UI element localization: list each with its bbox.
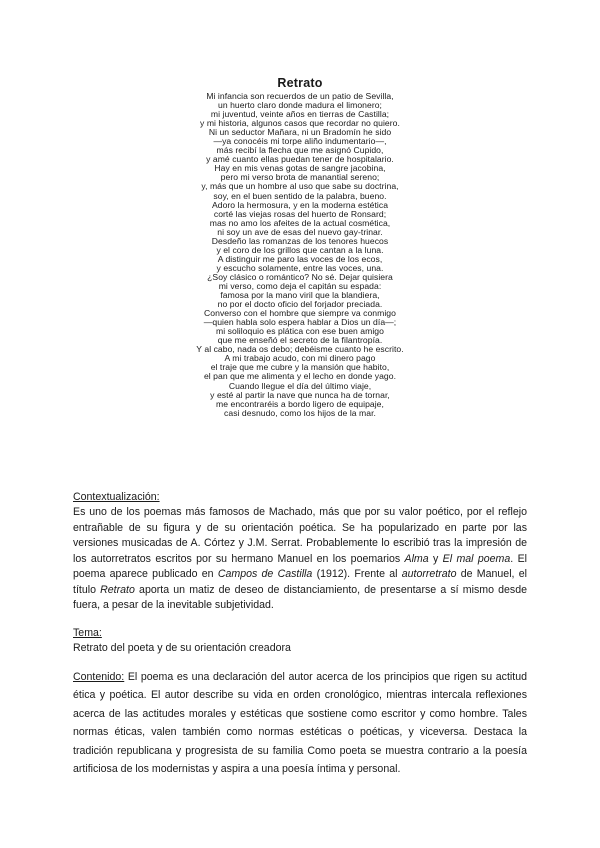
tema-heading: Tema: (73, 627, 102, 639)
poem-line: Hay en mis venas gotas de sangre jacobina, (214, 163, 386, 174)
poem-body (0, 92, 600, 418)
poem-line: ¿Soy clásico o romántico? No sé. Dejar quisiera (207, 271, 393, 282)
poem-line: un huerto claro donde madura el limonero; (218, 100, 382, 111)
poem-line: el traje que me cubre y la mansión que habito, (210, 362, 390, 373)
poem-line: mi verso, como deja el capitán su espada: (218, 280, 382, 291)
poem-line: —ya conocéis mi torpe aliño indumentario—, (213, 136, 387, 147)
poem-title: Retrato (277, 76, 323, 90)
tema-text: Retrato del poeta y de su orientación creadora (73, 642, 291, 654)
poem-line: que me enseñó el secreto de la filantropía. (217, 335, 383, 346)
poem-line: y amé cuanto ellas puedan tener de hospitalario. (206, 154, 394, 165)
poem-line: y mi historia, algunos casos que recordar no quiero. (200, 118, 400, 129)
poem-line: Cuando llegue el día del último viaje, (228, 380, 372, 391)
poem-line: no por el docto oficio del forjador preciada. (217, 299, 383, 310)
contextualizacion-text-5: aporta un matiz de deseo de distanciamiento, de presentarse a sí mismo desde fuera, a pesar de la inevitable subjetividad. (73, 583, 527, 611)
poem-line: el pan que me alimenta y el lecho en donde yago. (203, 371, 397, 382)
contextualizacion-heading: Contextualización: (73, 491, 160, 503)
poem-line: casi desnudo, como los hijos de la mar. (224, 407, 376, 418)
contenido-paragraph (73, 668, 527, 778)
title-campos-de-castilla: Campos de Castilla (217, 568, 313, 580)
poem-line: corté las viejas rosas del huerto de Ronsard; (213, 208, 387, 219)
contenido-heading: Contenido: (73, 671, 125, 683)
poem-line: Adoro la hermosura, y en la moderna estética (211, 199, 389, 210)
poem-line: y el coro de los grillos que cantan a la luna. (216, 244, 384, 255)
word-retrato: Retrato (100, 583, 135, 596)
title-alma: Alma (404, 552, 429, 565)
poem-line: soy, en el buen sentido de la palabra, bueno. (213, 190, 387, 201)
poem-line: A mi trabajo acudo, con mi dinero pago (224, 353, 376, 364)
poem-line: mi juventud, veinte años en tierras de Castilla; (210, 109, 390, 120)
poem-line: y esté al partir la nave que nunca ha de tornar, (210, 389, 390, 400)
poem-line: Y al cabo, nada os debo; debéisme cuanto he escrito. (196, 344, 404, 355)
poem-line: Converso con el hombre que siempre va conmigo (204, 308, 396, 319)
poem-line: Desdeño las romanzas de los tenores huecos (211, 235, 389, 246)
title-el-mal-poema: El mal poema (442, 552, 511, 565)
contextualizacion-text-4: de Manuel, el título (73, 568, 527, 596)
poem-line: y, más que un hombre al uso que sabe su doctrina, (201, 181, 399, 192)
contextualizacion-text-2: . El poema aparece publicado en (73, 552, 527, 580)
poem-line: más recibí la flecha que me asignó Cupido, (216, 145, 384, 156)
poem-line: Ni un seductor Mañara, ni un Bradomín he sido (208, 127, 392, 138)
word-autorretrato: autorretrato (401, 568, 457, 580)
poem-line: —quien habla solo espera hablar a Dios un día—; (203, 317, 397, 328)
poem-line: y escucho solamente, entre las voces, una. (216, 262, 384, 273)
poem-line: A distinguir me paro las voces de los ecos, (217, 253, 383, 264)
poem-line: famosa por la mano viril que la blandiera, (220, 290, 380, 301)
poem-line: mas no amo los afeites de la actual cosmética, (209, 217, 391, 228)
contextualizacion-text-y: y (428, 552, 443, 565)
contenido-text: El poema es una declaración del autor acerca de los principios que rigen su actitud ética y poética. El autor describe su vida en orden cronológico, mientras intercala reflexiones acerca de las actitudes morales y estéticas que sostiene como escritor y como hombre. Tales normas éticas, valen también como normas estéticas o poéticas, y viceversa. Destaca la tradición republicana y progresista de su familia Como poeta se muestra contrario a la poesía artificiosa de los modernistas y aspira a una poesía íntima y personal. (73, 671, 527, 776)
contextualizacion-text-3: (1912). Frente al (312, 568, 402, 580)
poem-line: mi soliloquio es plática con ese buen amigo (216, 326, 384, 337)
contextualizacion-paragraph (73, 505, 527, 614)
contextualizacion-text-1: Es uno de los poemas más famosos de Machado, más que por su valor poético, por el reflejo entrañable de su figura y de su orientación poética. Se ha popularizado en parte por las versiones musicadas de A. Córtez y J.M. Serrat. Probablemente lo escribió tras la impresión de los autorretratos escritos por su hermano Manuel en los poemarios (73, 506, 527, 565)
poem-line: ni soy un ave de esas del nuevo gay-trinar. (217, 226, 383, 237)
poem-line: Mi infancia son recuerdos de un patio de Sevilla, (206, 91, 394, 101)
poem-line: pero mi verso brota de manantial sereno; (220, 172, 380, 183)
poem-line: me encontraréis a bordo ligero de equipaje, (216, 398, 384, 409)
